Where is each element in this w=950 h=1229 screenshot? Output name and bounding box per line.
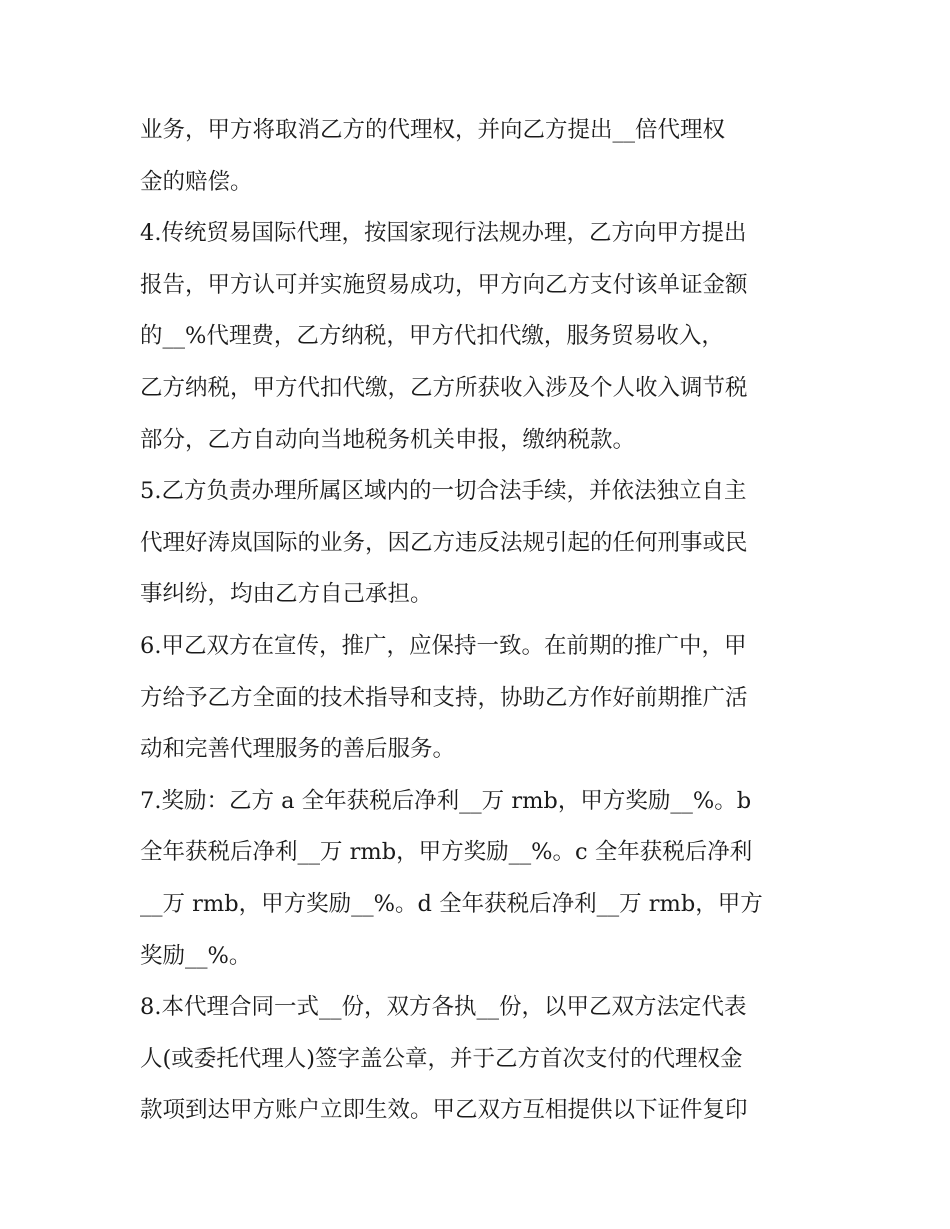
- clause-8-line: 8.本代理合同一式__份，双方各执__份，以甲乙双方法定代表: [140, 994, 747, 1021]
- text-line: 的__%代理费，乙方纳税，甲方代扣代缴，服务贸易收入，: [140, 323, 724, 350]
- clause-5-line: 5.乙方负责办理所属区域内的一切合法手续，并依法独立自主: [140, 478, 747, 505]
- text-line: 方给予乙方全面的技术指导和支持，协助乙方作好前期推广活: [140, 684, 748, 711]
- text-line: 人(或委托代理人)签字盖公章，并于乙方首次支付的代理权金: [140, 1045, 743, 1072]
- text-line: 部分，乙方自动向当地税务机关申报，缴纳税款。: [140, 426, 636, 453]
- text-line: 全年获税后净利__万 rmb，甲方奖励__%。c 全年获税后净利: [140, 839, 753, 866]
- text-line: 代理好涛岚国际的业务，因乙方违反法规引起的任何刑事或民: [140, 529, 748, 556]
- text-line: 奖励__%。: [140, 942, 252, 969]
- text-line: 金的赔偿。: [140, 168, 253, 195]
- text-line: 动和完善代理服务的善后服务。: [140, 736, 456, 763]
- clause-4-line: 4.传统贸易国际代理，按国家现行法规办理，乙方向甲方提出: [140, 220, 747, 247]
- text-line: 款项到达甲方账户立即生效。甲乙双方互相提供以下证件复印: [140, 1097, 748, 1124]
- contract-text-body: [140, 105, 820, 1137]
- text-line: 乙方纳税，甲方代扣代缴，乙方所获收入涉及个人收入调节税: [140, 374, 748, 401]
- text-line: 业务，甲方将取消乙方的代理权，并向乙方提出__倍代理权: [140, 117, 726, 143]
- text-line: 事纠纷，均由乙方自己承担。: [140, 581, 433, 608]
- clause-6-line: 6.甲乙双方在宣传，推广，应保持一致。在前期的推广中，甲: [140, 632, 747, 659]
- text-line: 报告，甲方认可并实施贸易成功，甲方向乙方支付该单证金额: [140, 271, 748, 298]
- text-line: __万 rmb，甲方奖励__%。d 全年获税后净利__万 rmb，甲方: [140, 890, 763, 917]
- clause-7-line: 7.奖励：乙方 a 全年获税后净利__万 rmb，甲方奖励__%。b: [140, 787, 752, 814]
